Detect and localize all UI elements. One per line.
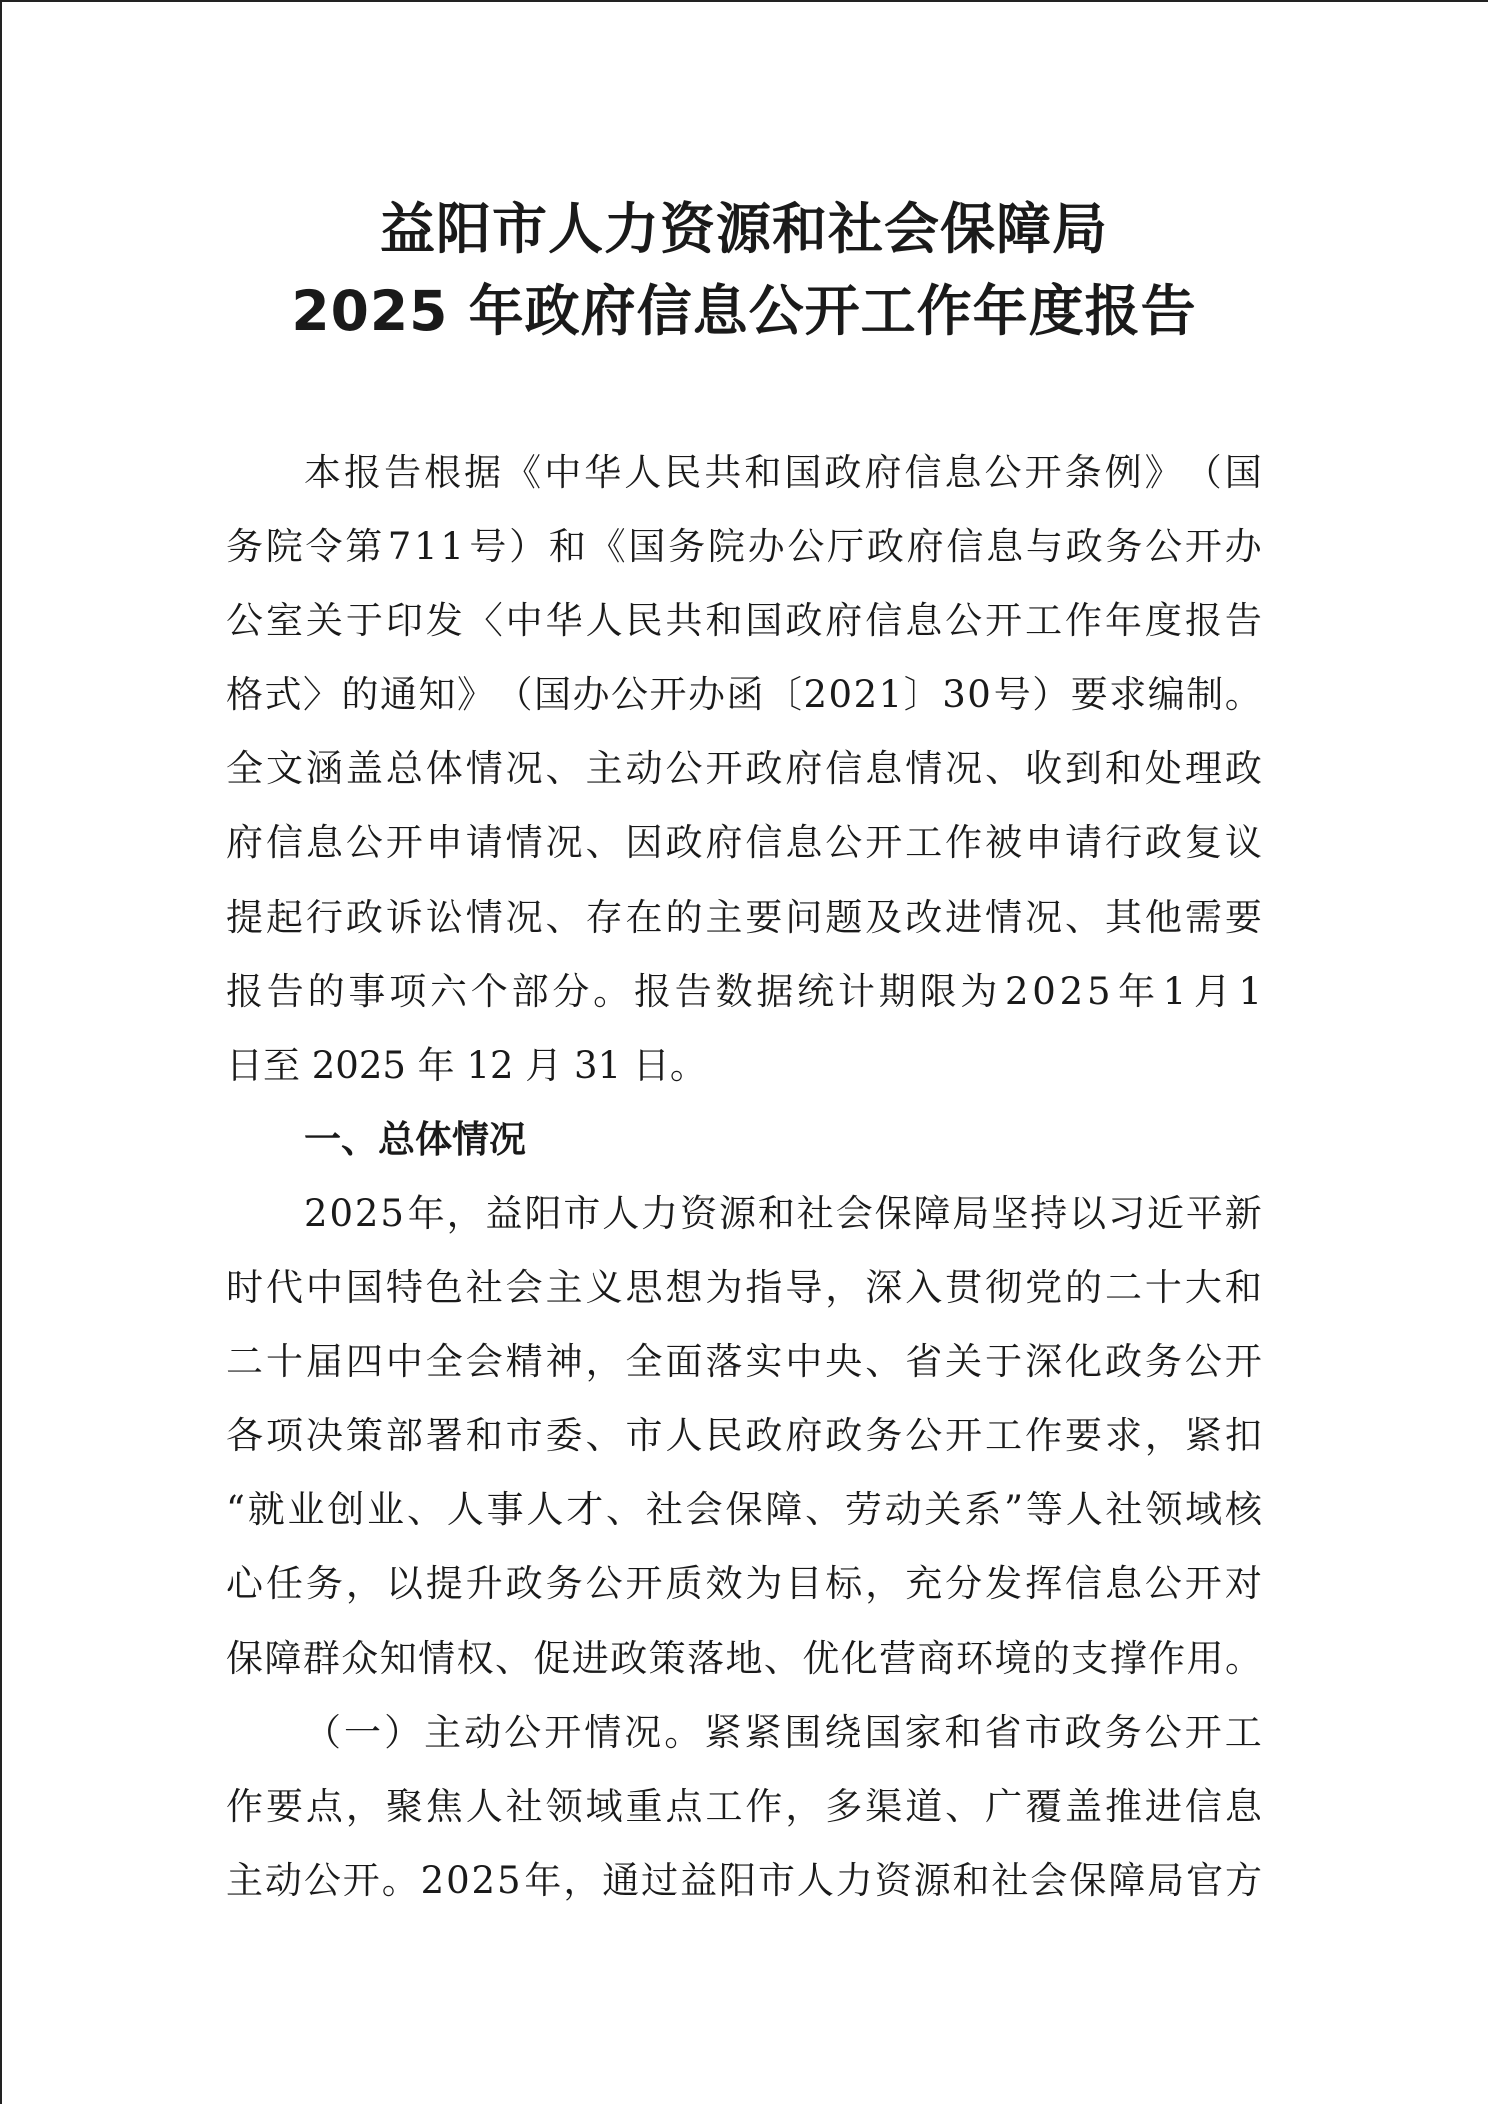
intro-paragraph-line: 务 院 令 第 7 1 1 号 ） 和 《 国 务 院 办 公 厅 政 府 信 息 与 政 务 公 开 办: [226, 525, 1262, 569]
intro-paragraph-line: 府 信 息 公 开 申 请 情 况 、 因 政 府 信 息 公 开 工 作 被 申 请 行 政 复 议: [226, 821, 1262, 865]
intro-paragraph-line: 格 式 〉 的 通 知 》 （ 国 办 公 开 办 函 〔 2 0 2 1 〕 3 0 号 ） 要 求 编 制 。: [226, 673, 1262, 717]
intro-paragraph-line: 本 报 告 根 据 《 中 华 人 民 共 和 国 政 府 信 息 公 开 条 例 》 （ 国: [304, 451, 1262, 494]
overview-paragraph-line: “ 就 业 创 业 、 人 事 人 才 、 社 会 保 障 、 劳 动 关 系 ” 等 人 社 领 域 核: [226, 1488, 1262, 1532]
subsection-paragraph-line: 主 动 公 开 。 2 0 2 5 年 ， 通 过 益 阳 市 人 力 资 源 和 社 会 保 障 局 官 方: [226, 1858, 1262, 1902]
title-line-1: 益阳市人力资源和社会保障局: [379, 197, 1108, 261]
title-line-2: 2025 年政府信息公开工作年度报告: [291, 279, 1197, 343]
document-title: [0, 188, 1488, 352]
overview-paragraph-line: 保 障 群 众 知 情 权 、 促 进 政 策 落 地 、 优 化 营 商 环 境 的 支 撑 作 用 。: [226, 1636, 1262, 1680]
subsection-paragraph-line: （ 一 ） 主 动 公 开 情 况 。 紧 紧 围 绕 国 家 和 省 市 政 务 公 开 工: [304, 1710, 1262, 1754]
overview-paragraph-line: 心 任 务 ， 以 提 升 政 务 公 开 质 效 为 目 标 ， 充 分 发 挥 信 息 公 开 对: [226, 1562, 1262, 1606]
overview-paragraph-line: 二 十 届 四 中 全 会 精 神 ， 全 面 落 实 中 央 、 省 关 于 深 化 政 务 公 开: [226, 1340, 1262, 1384]
intro-paragraph-line: 日至 2025 年 12 月 31 日。: [226, 1043, 707, 1087]
intro-paragraph-line: 提 起 行 政 诉 讼 情 况 、 存 在 的 主 要 问 题 及 改 进 情 况 、 其 他 需 要: [226, 895, 1262, 939]
intro-paragraph-line: 报 告 的 事 项 六 个 部 分 。 报 告 数 据 统 计 期 限 为 2 0 2 5 年 1 月 1: [226, 969, 1262, 1013]
intro-paragraph-line: 全 文 涵 盖 总 体 情 况 、 主 动 公 开 政 府 信 息 情 况 、 收 到 和 处 理 政: [226, 747, 1262, 791]
section-heading: 一、总体情况: [304, 1117, 526, 1161]
overview-paragraph-line: 2 0 2 5 年 ， 益 阳 市 人 力 资 源 和 社 会 保 障 局 坚 持 以 习 近 平 新: [304, 1191, 1262, 1235]
overview-paragraph-line: 时 代 中 国 特 色 社 会 主 义 思 想 为 指 导 ， 深 入 贯 彻 党 的 二 十 大 和: [226, 1266, 1262, 1310]
intro-paragraph-line: 公 室 关 于 印 发 〈 中 华 人 民 共 和 国 政 府 信 息 公 开 工 作 年 度 报 告: [226, 599, 1262, 643]
document-body: [226, 436, 1262, 1918]
subsection-paragraph-line: 作 要 点 ， 聚 焦 人 社 领 域 重 点 工 作 ， 多 渠 道 、 广 覆 盖 推 进 信 息: [226, 1784, 1262, 1828]
overview-paragraph-line: 各 项 决 策 部 署 和 市 委 、 市 人 民 政 府 政 务 公 开 工 作 要 求 ， 紧 扣: [226, 1414, 1262, 1458]
